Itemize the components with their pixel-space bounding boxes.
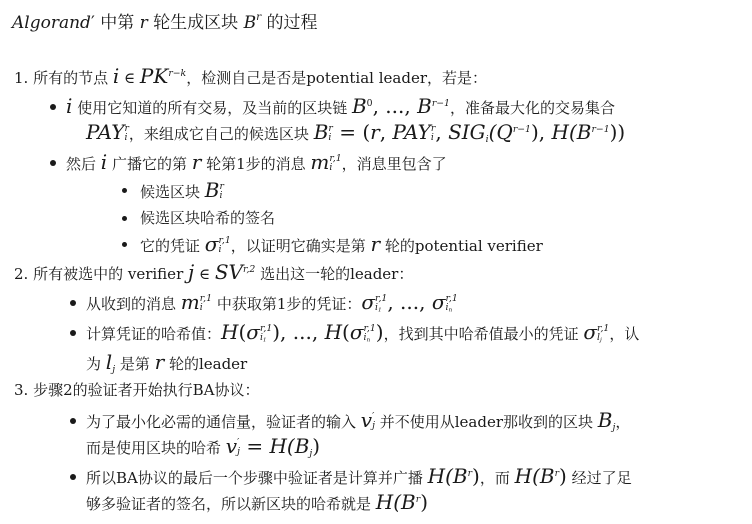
item-text: 为了最小化必需的通信量，验证者的输入	[86, 413, 361, 431]
list-item-3b-cont: 够多验证者的签名，所以新区块的哈希就是 $H(B^r)$	[86, 490, 428, 514]
item-text: 轮的potential verifier	[380, 237, 543, 255]
round-var: r	[139, 13, 148, 33]
math-supsub: r i	[328, 122, 333, 143]
item-text: 够多验证者的签名，所以新区块的哈希就是	[86, 495, 376, 513]
math-r: r	[370, 232, 381, 256]
math-b: B	[417, 94, 432, 118]
math-v: v	[360, 408, 373, 432]
item-text: ，来组成它自己的候选区块	[128, 125, 314, 143]
math-b: B	[204, 178, 220, 202]
math-h: H	[324, 320, 343, 344]
math-sup: r,2	[243, 264, 256, 276]
math-sub: j	[309, 447, 313, 459]
math-pk: PK	[139, 64, 169, 88]
item-text: 从收到的消息	[86, 295, 181, 313]
math-eq: = H(	[239, 434, 295, 458]
math-sub: j	[612, 421, 616, 433]
block-var: B	[243, 13, 257, 33]
math-in: ∈	[194, 265, 215, 283]
math-sub: j	[112, 363, 116, 375]
item-text: 选出这一轮的leader：	[255, 265, 414, 283]
item-text: 步骤2的验证者开始执行BA协议：	[33, 381, 260, 399]
math-eq: = (	[332, 120, 371, 144]
title-text-b: 轮生成区块	[147, 13, 244, 33]
math-close: )	[312, 434, 321, 458]
math-sigma: σ	[349, 320, 364, 344]
math-b: B	[294, 434, 310, 458]
math-dots: , ...,	[280, 320, 325, 344]
item-text: 是第	[115, 355, 155, 373]
math-sup: r−1	[591, 124, 610, 136]
math-sup: r	[554, 468, 560, 480]
bullet-icon	[70, 474, 76, 480]
item-text: 广播它的第	[107, 155, 192, 173]
math-sup: r−k	[168, 68, 187, 80]
item-text: 经过了足	[566, 469, 632, 487]
list-item-3	[14, 380, 260, 400]
math-sub: i	[485, 133, 489, 145]
math-sup: 0	[366, 98, 373, 110]
math-r: r	[191, 150, 202, 174]
algorand-name: Algorand	[12, 13, 91, 33]
item-text: 然后	[66, 155, 101, 173]
math-l: l	[105, 350, 113, 374]
math-b: (B	[445, 464, 468, 488]
math-h: H	[375, 490, 394, 514]
math-close: ))	[609, 120, 626, 144]
item-text: ，找到其中哈希值最小的凭证	[383, 325, 584, 343]
math-sigma: σ	[204, 232, 219, 256]
math-m: m	[180, 290, 200, 314]
math-supsub: r,1 $i_n$	[445, 292, 458, 314]
math-pay: PAY	[392, 120, 431, 144]
math-h: H	[427, 464, 446, 488]
math-supsub: r,1 i	[199, 292, 213, 313]
math-j: j	[188, 260, 195, 284]
math-in: ∈	[119, 69, 140, 87]
list-item-1b-i	[140, 180, 224, 202]
math-m: m	[310, 150, 330, 174]
math-r: r	[154, 350, 165, 374]
item-number: 1.	[14, 69, 29, 87]
item-text: ，认	[609, 325, 640, 343]
math-close: ),	[530, 120, 552, 144]
item-text: 候选区块	[140, 183, 205, 201]
item-text: 候选区块哈希的签名	[140, 209, 276, 227]
math-dots: , ...,	[387, 290, 432, 314]
math-h: H	[221, 320, 239, 344]
math-supsub: r i	[430, 122, 436, 143]
list-item-1b-iii	[140, 234, 543, 256]
bullet-icon	[122, 216, 127, 221]
item-text: ，	[615, 413, 631, 431]
math-b: (B	[393, 490, 416, 514]
math-b: (B	[568, 120, 592, 144]
bullet-icon	[70, 330, 76, 336]
math-b: B	[313, 120, 329, 144]
bullet-icon	[122, 188, 127, 193]
list-item-1a-cont	[86, 122, 625, 144]
math-sigma: σ	[583, 320, 598, 344]
item-text: ，检测自己是否是potential leader，若是：	[186, 69, 488, 87]
prime-mark: ′	[90, 13, 95, 33]
list-item-2b-cont	[86, 352, 247, 374]
math-supsub: r,1 i	[329, 152, 342, 173]
bullet-icon	[70, 418, 76, 424]
math-h: H	[514, 464, 533, 488]
item-text: 并不使用从leader那收到的区块	[374, 413, 598, 431]
list-item-2b: 计算凭证的哈希值：H(σ r,1 $i_1$ ), ..., H(σ r,1 $i_n$ )，找到其中哈希值最小的凭证 σ r,1 $l_j$ ，认	[86, 322, 639, 344]
item-text: 计算凭证的哈希值：	[86, 325, 222, 343]
math-sig: SIG	[448, 120, 486, 144]
page-title	[12, 8, 318, 33]
math-i: i	[112, 64, 120, 88]
item-text: 所以BA协议的最后一个步骤中验证者是计算并广播	[86, 469, 428, 487]
math-b: B	[351, 94, 367, 118]
math-supsub: r,1 $i_1$	[259, 322, 273, 344]
item-text: 为	[86, 355, 106, 373]
item-number: 2.	[14, 265, 29, 283]
item-text: 所有被选中的 verifier	[33, 265, 189, 283]
item-text: 而是使用区块的哈希	[86, 439, 226, 457]
item-text: ，以证明它确实是第	[230, 237, 371, 255]
math-b: B	[597, 408, 613, 432]
math-sigma: σ	[246, 320, 260, 344]
math-q: (Q	[488, 120, 513, 144]
list-item-1	[14, 66, 487, 88]
math-i: i	[100, 150, 108, 174]
title-text-a: 中第	[94, 13, 140, 33]
math-v: v	[225, 434, 238, 458]
math-supsub: ′ j	[237, 436, 240, 457]
item-text: 使用它知道的所有交易，及当前的区块链	[77, 99, 352, 117]
list-item-3b: 所以BA协议的最后一个步骤中验证者是计算并广播 $H(B^r)$，而 $H(B^r)$ 经过了足	[86, 466, 632, 488]
item-text: 轮第1步的消息	[201, 155, 311, 173]
item-text: 中获取第1步的凭证：	[212, 295, 362, 313]
block-superscript: r	[256, 11, 262, 24]
math-supsub: r,1 $l_j$	[597, 322, 610, 344]
bullet-icon	[50, 104, 56, 110]
math-sup: r−1	[431, 98, 450, 110]
math-comma: ,	[379, 120, 393, 144]
math-pay: PAY	[86, 120, 125, 144]
math-supsub: ′ j	[372, 410, 375, 431]
math-b: (B	[532, 464, 555, 488]
math-r: r	[370, 120, 380, 144]
title-text-c: 的过程	[261, 13, 318, 33]
item-text: ，而	[479, 469, 515, 487]
bullet-icon	[50, 160, 56, 166]
list-item-1b	[66, 152, 447, 174]
list-item-3a-cont	[86, 436, 320, 458]
bullet-icon	[70, 300, 76, 306]
item-text: ，消息里包含了	[341, 155, 447, 173]
math-i: i	[66, 94, 73, 118]
item-text: 所有的节点	[33, 69, 113, 87]
list-item-1a	[66, 96, 615, 118]
math-supsub: r,1 $i_n$	[363, 322, 376, 344]
item-text: ，准备最大化的交易集合	[449, 99, 615, 117]
list-item-2a	[86, 292, 458, 314]
item-number: 3.	[14, 381, 29, 399]
item-text: 轮的leader	[164, 355, 248, 373]
list-item-3a	[86, 410, 630, 432]
math-supsub: r,1 i	[218, 234, 231, 255]
math-comma: ,	[435, 120, 449, 144]
math-supsub: r i	[124, 122, 129, 143]
math-sv: SV	[214, 260, 244, 284]
bullet-icon	[122, 242, 127, 247]
list-item-1b-ii	[140, 208, 275, 228]
list-item-2	[14, 262, 413, 284]
math-sigma: σ	[361, 290, 376, 314]
item-text: 它的凭证	[140, 237, 205, 255]
math-dots: , ...,	[372, 94, 418, 118]
math-h: H	[551, 120, 569, 144]
math-sigma: σ	[431, 290, 446, 314]
math-sup: r−1	[512, 124, 531, 136]
math-sup: r	[467, 468, 473, 480]
math-supsub: r i	[219, 180, 224, 201]
math-supsub: r,1 $i_1$	[375, 292, 388, 314]
math-sup: r	[415, 494, 421, 506]
